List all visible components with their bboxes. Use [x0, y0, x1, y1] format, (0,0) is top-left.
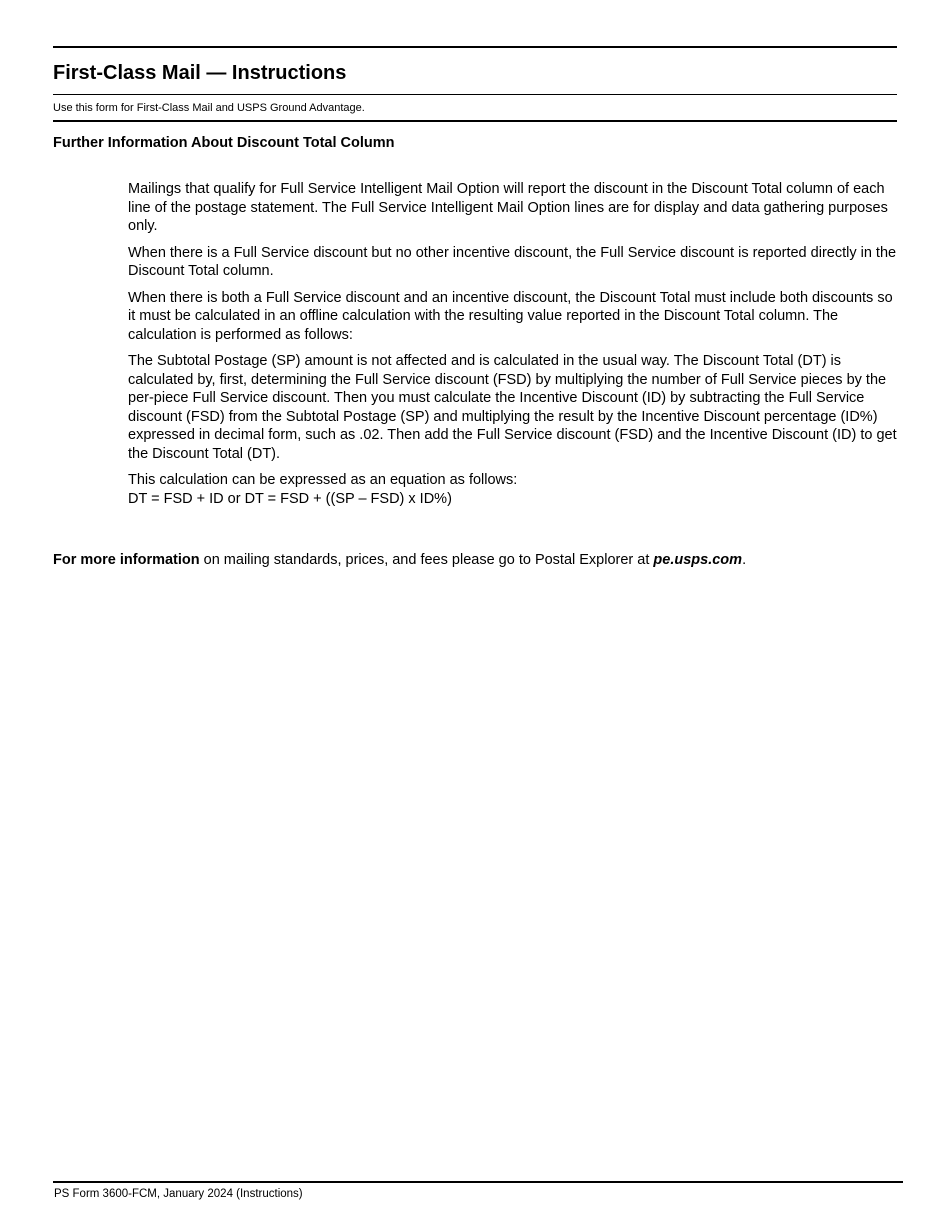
paragraph-both-discounts: When there is both a Full Service discount and an incentive discount, the Discount Total must include both discounts so it must be calculated in an offline calculation with the resulting value reported in the Discount Total column. The calculation is performed as follows:: [128, 289, 893, 343]
section-heading: Further Information About Discount Total Column: [53, 135, 395, 151]
section-body: [128, 180, 897, 508]
paragraph-full-service-only: When there is a Full Service discount but no other incentive discount, the Full Service discount is reported directly in the Discount Total column.: [128, 244, 897, 279]
more-info-lead: For more information: [53, 552, 200, 568]
top-rule: [53, 46, 897, 48]
form-usage-note: Use this form for First-Class Mail and USPS Ground Advantage.: [53, 102, 365, 114]
title-divider: [53, 94, 897, 95]
form-identifier: PS Form 3600-FCM, January 2024 (Instructions): [54, 1188, 303, 1200]
page-title: First-Class Mail — Instructions: [53, 62, 347, 84]
paragraph-equation: [128, 471, 897, 508]
more-information-note: [53, 551, 913, 569]
instructions-page: [53, 46, 897, 516]
paragraph-calculation-steps: The Subtotal Postage (SP) amount is not affected and is calculated in the usual way. The Discount Total (DT) is calculated by, first, determining the Full Service discount (FSD) by multiplying the number of Full Service pieces by the per-piece Full Service discount. Then you must calculate the Incentive Discount (ID) by subtracting the Full Service discount (FSD) from the Subtotal Postage (SP) and multiplying the result by the Incentive Discount percentage (ID%) expressed in decimal form, such as .02. Then add the Full Service discount (FSD) and the Incentive Discount (ID) to get the Discount Total (DT).: [128, 353, 897, 462]
equation-formula: DT = FSD + ID or DT = FSD + ((SP – FSD) x ID%): [128, 490, 452, 507]
footer-rule: [53, 1181, 903, 1183]
equation-intro: This calculation can be expressed as an equation as follows:: [128, 472, 518, 488]
paragraph-full-service-option: Mailings that qualify for Full Service Intelligent Mail Option will report the discount in the Discount Total column of each line of the postage statement. The Full Service Intelligent Mail Option lines are for display and data gathering purposes only.: [128, 181, 888, 234]
more-info-text: on mailing standards, prices, and fees please go to Postal Explorer at: [199, 552, 654, 568]
header-bottom-rule: [53, 120, 897, 122]
postal-explorer-link[interactable]: pe.usps.com: [653, 552, 743, 568]
more-info-end: .: [742, 552, 747, 568]
page-footer: [53, 1181, 903, 1201]
